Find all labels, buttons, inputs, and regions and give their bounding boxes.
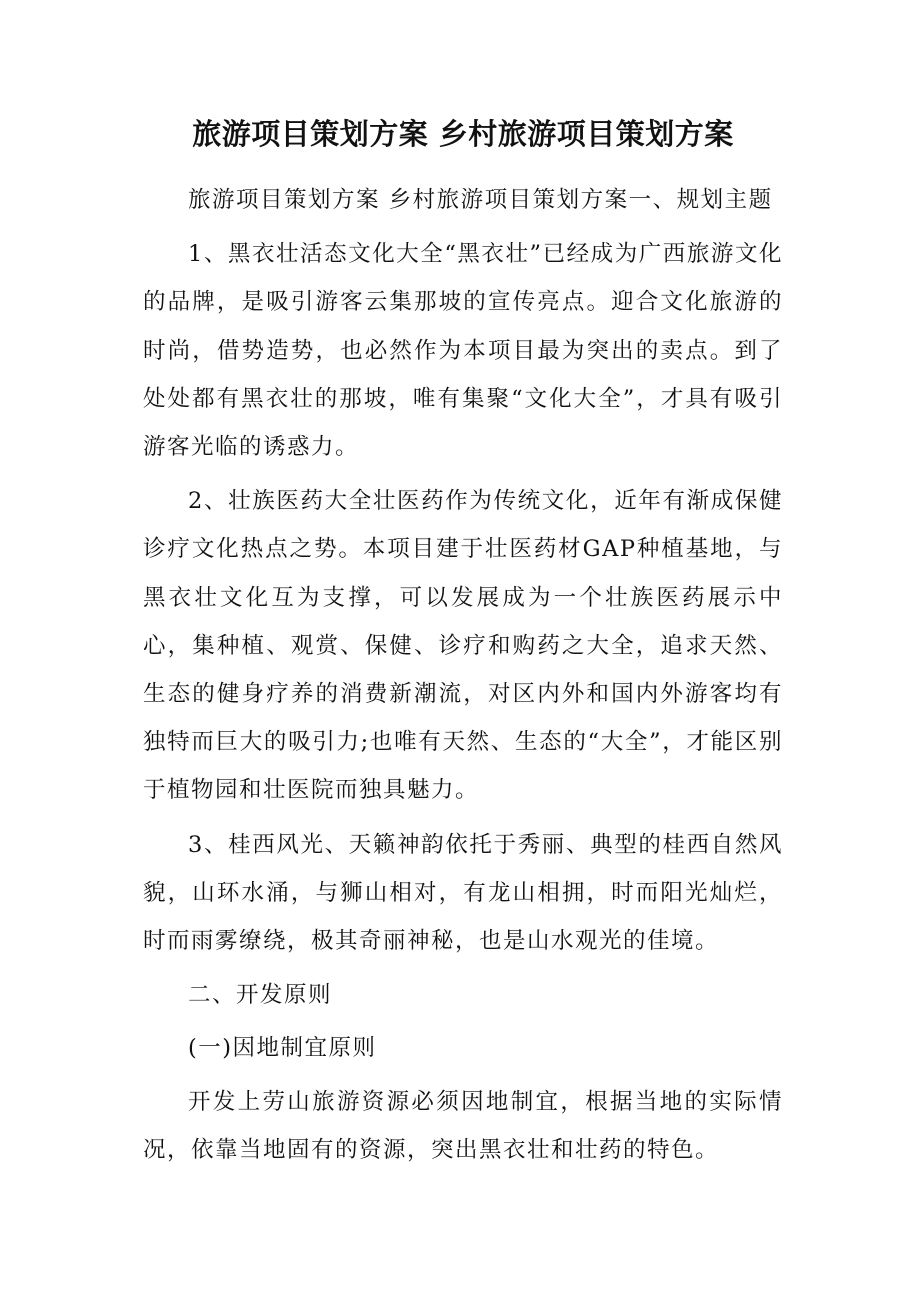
section-heading-development-principles: 二、开发原则 xyxy=(188,982,333,1009)
subsection-heading-local-conditions: (一)因地制宜原则 xyxy=(188,1035,377,1062)
paragraph-planning-theme: 旅游项目策划方案 乡村旅游项目策划方案一、规划主题 xyxy=(188,187,773,213)
paragraph-black-zhuang-culture: 1、黑衣壮活态文化大全“黑衣壮”已经成为广西旅游文化的品牌，是吸引游客云集那坡的宣传亮点。迎合文化旅游的时尚，借势造势，也必然作为本项目最为突出的卖点。到了处处都有黑衣壮的那坡，唯有集聚“文化大全”，才具有吸引游客光临的诱惑力。 xyxy=(143,241,783,461)
paragraph-local-conditions: 开发上劳山旅游资源必须因地制宜，根据当地的实际情况，依靠当地固有的资源，突出黑衣壮和壮药的特色。 xyxy=(143,1088,783,1163)
paragraph-guixi-scenery: 3、桂西风光、天籁神韵依托于秀丽、典型的桂西自然风貌，山环水涌，与狮山相对，有龙山相拥，时而阳光灿烂，时而雨雾缭绕，极其奇丽神秘，也是山水观光的佳境。 xyxy=(143,831,783,955)
paragraph-zhuang-medicine: 2、壮族医药大全壮医药作为传统文化，近年有渐成保健诊疗文化热点之势。本项目建于壮医药材GAP种植基地，与黑衣壮文化互为支撑，可以发展成为一个壮族医药展示中心，集种植、观赏、保健、诊疗和购药之大全，追求天然、生态的健身疗养的消费新潮流，对区内外和国内外游客均有独特而巨大的吸引力;也唯有天然、生态的“大全”，才能区别于植物园和壮医院而独具魅力。 xyxy=(143,488,783,804)
document-page xyxy=(143,110,783,1180)
document-title: 旅游项目策划方案 乡村旅游项目策划方案 xyxy=(192,117,734,151)
